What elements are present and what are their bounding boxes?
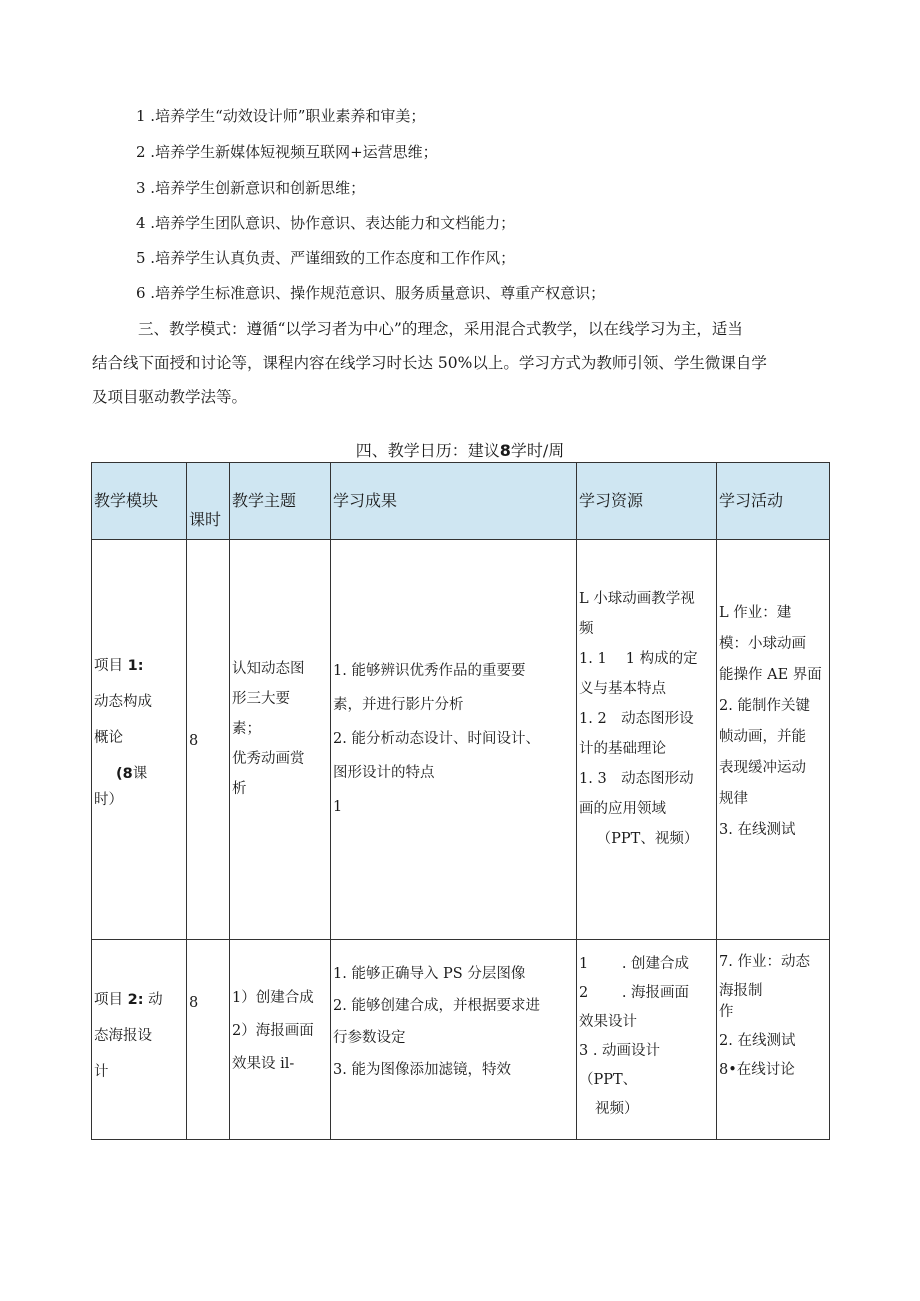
hours-cell: 8: [187, 940, 230, 1140]
table-row: [92, 540, 830, 940]
teaching-mode-line-3: 及项目驱动教学法等。: [92, 388, 248, 406]
header-hours: 课时: [187, 463, 230, 540]
teaching-mode-line-1: 三、教学模式：遵循“以学习者为中心”的理念，采用混合式教学，以在线学习为主，适当: [138, 320, 743, 338]
goal-item-5: 5 .培养学生认真负责、严谨细致的工作态度和工作作风；: [136, 249, 516, 267]
hours-cell: 8: [187, 540, 230, 940]
outcomes-cell: 1. 能够正确导入 PS 分层图像 2. 能够创建合成，并根据要求进 行参数设定 3. 能为图像添加滤镜，特效: [331, 940, 577, 1140]
resources-cell: 1 . 创建合成 2 . 海报画面 效果设计 3 . 动画设计（PPT、 视频）: [577, 940, 717, 1140]
module-cell: 项目 1: 动态构成 概论 (8课 时）: [92, 540, 187, 940]
outcomes-cell: 1. 能够辨识优秀作品的重要要 素，并进行影片分析 2. 能分析动态设计、时间设计、 图形设计的特点 1: [331, 540, 577, 940]
activities-cell: 7. 作业：动态 海报制 作 2. 在线测试 8•在线讨论: [717, 940, 830, 1140]
teaching-mode-paragraph: [92, 312, 832, 414]
resources-cell: L 小球动画教学视 频 1. 1 1 构成的定 义与基本特点 1. 2 动态图形设 计的基础理论 1. 3 动态图形动 画的应用领域 （PPT、视频）: [577, 540, 717, 940]
header-resources: 学习资源: [577, 463, 717, 540]
calendar-caption: 四、教学日历：建议8学时/周: [355, 441, 565, 460]
header-topic: 教学主题: [230, 463, 331, 540]
header-outcomes: 学习成果: [331, 463, 577, 540]
goal-item-6: 6 .培养学生标准意识、操作规范意识、服务质量意识、尊重产权意识；: [136, 284, 606, 302]
goal-item-4: 4 .培养学生团队意识、协作意识、表达能力和文档能力；: [136, 214, 516, 232]
header-module: 教学模块: [92, 463, 187, 540]
teaching-mode-line-2: 结合线下面授和讨论等，课程内容在线学习时长达 50%以上。学习方式为教师引领、学生微课自学: [92, 354, 767, 372]
table-header-row: [92, 463, 830, 540]
table-row: [92, 940, 830, 1140]
goal-item-2: 2 .培养学生新媒体短视频互联网+运营思维；: [136, 143, 438, 161]
topic-cell: 认知动态图 形三大要 素； 优秀动画赏 析: [230, 540, 331, 940]
goal-item-3: 3 .培养学生创新意识和创新思维；: [136, 179, 366, 197]
topic-cell: 1）创建合成 2）海报画面 效果设 il-: [230, 940, 331, 1140]
goal-item-1: 1 .培养学生“动效设计师”职业素养和审美；: [136, 107, 426, 125]
header-activities: 学习活动: [717, 463, 830, 540]
module-cell: 项目 2: 动 态海报设 计: [92, 940, 187, 1140]
teaching-calendar-table: [91, 462, 830, 1140]
activities-cell: L 作业：建 模：小球动画 能操作 AE 界面 2. 能制作关键 帧动画，并能 表现缓冲运动 规律 3. 在线测试: [717, 540, 830, 940]
